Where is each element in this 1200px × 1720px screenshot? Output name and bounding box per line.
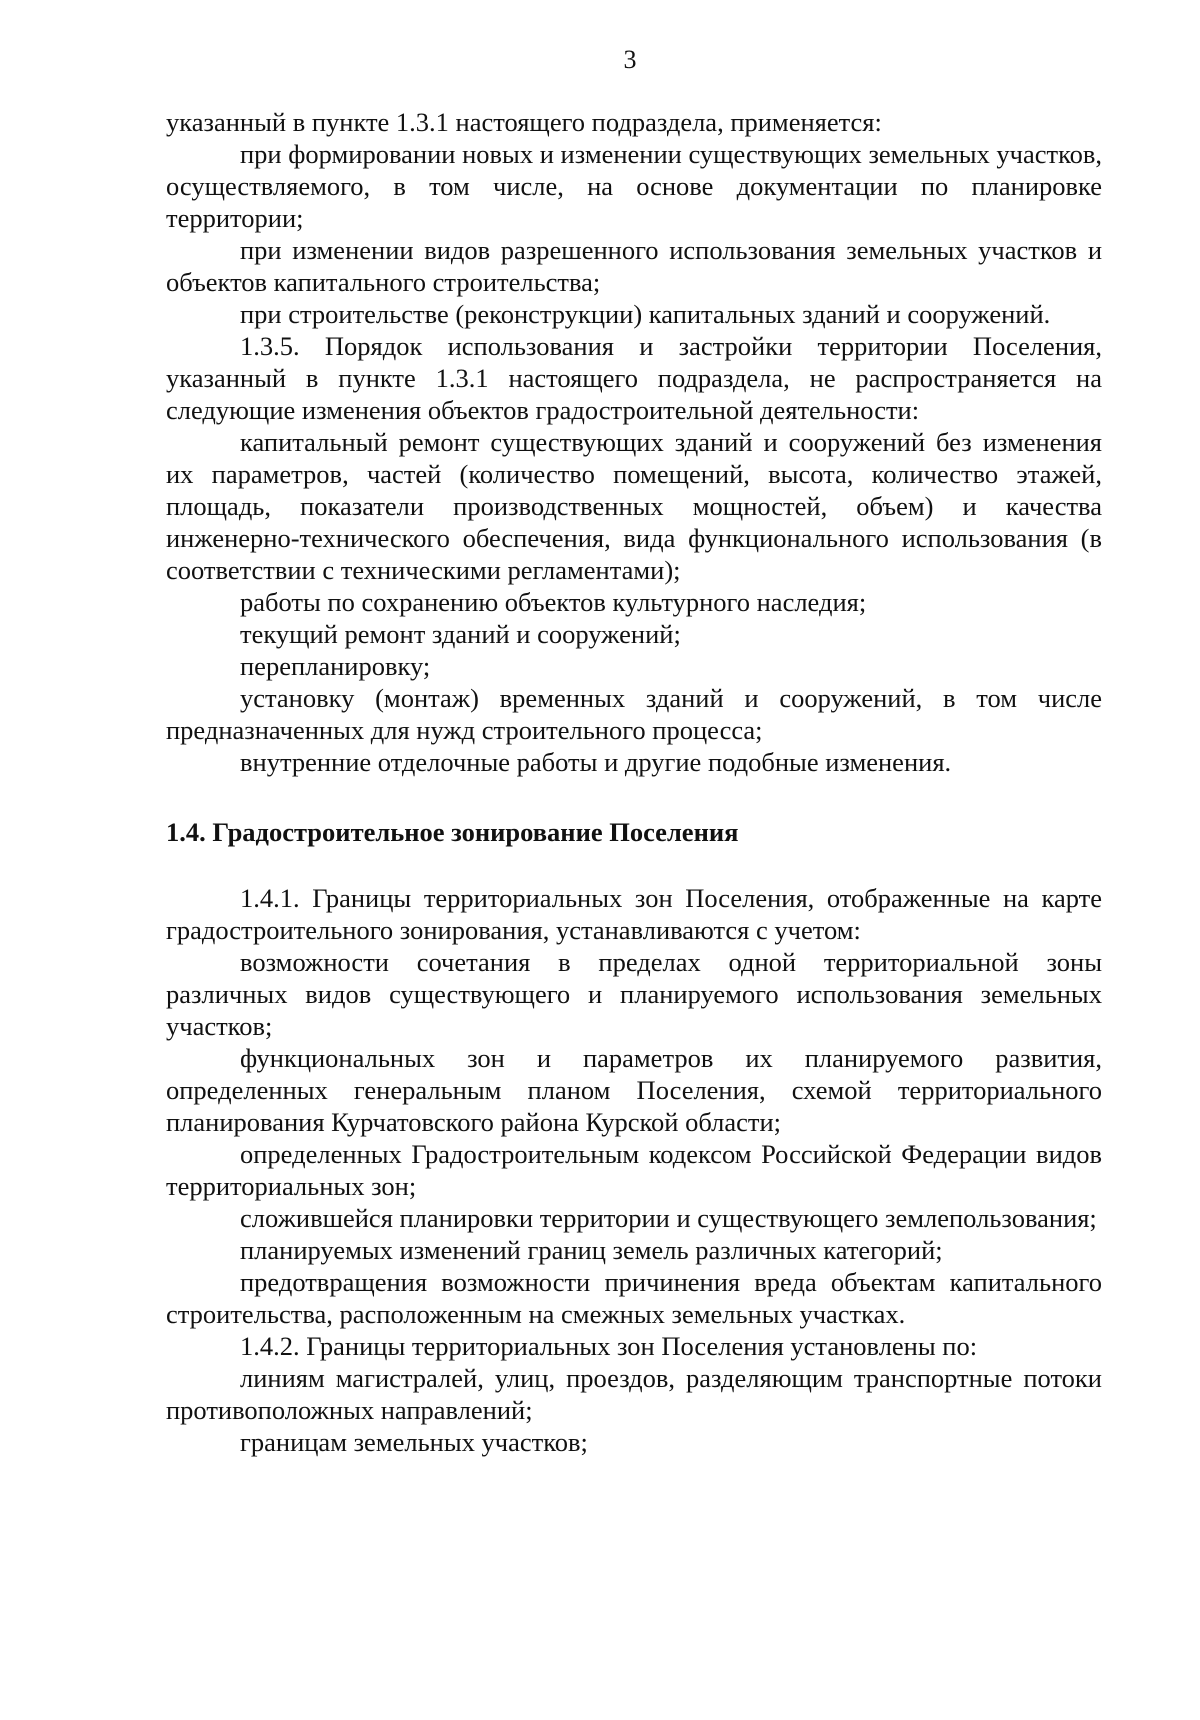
paragraph: при формировании новых и изменении существующих земельных участков, осуществляемого, в том числе, на основе документации по планировке территории;: [166, 139, 1102, 233]
paragraph: текущий ремонт зданий и сооружений;: [240, 619, 681, 649]
paragraph: предотвращения возможности причинения вреда объектам капитального строительства, расположенным на смежных земельных участках.: [166, 1267, 1102, 1329]
paragraph: сложившейся планировки территории и существующего землепользования;: [240, 1203, 1097, 1233]
section-1-3-text: [166, 106, 1102, 778]
paragraph: 1.3.5. Порядок использования и застройки территории Поселения, указанный в пункте 1.3.1 настоящего подраздела, не распространяется на следующие изменения объектов градостроительной деятельности:: [166, 331, 1102, 425]
paragraph: планируемых изменений границ земель различных категорий;: [240, 1235, 943, 1265]
paragraph: капитальный ремонт существующих зданий и сооружений без изменения их параметров, частей (количество помещений, высота, количество этажей, площадь, показатели производственных мощностей, объем) и качества инженерно-технического обеспечения, вида функционального использования (в соответствии с техническими регламентами);: [166, 427, 1102, 585]
paragraph: определенных Градостроительным кодексом Российской Федерации видов территориальных зон;: [166, 1139, 1102, 1201]
paragraph: перепланировку;: [240, 651, 431, 681]
paragraph: 1.4.2. Границы территориальных зон Поселения установлены по:: [240, 1331, 978, 1361]
section-1-4-text: [166, 882, 1102, 1458]
paragraph: 1.4.1. Границы территориальных зон Поселения, отображенные на карте градостроительного зонирования, устанавливаются с учетом:: [166, 883, 1102, 945]
paragraph: указанный в пункте 1.3.1 настоящего подраздела, применяется:: [166, 107, 882, 137]
paragraph: при изменении видов разрешенного использования земельных участков и объектов капитального строительства;: [166, 235, 1102, 297]
section-heading: 1.4. Градостроительное зонирование Поселения: [166, 817, 739, 847]
paragraph: функциональных зон и параметров их планируемого развития, определенных генеральным планом Поселения, схемой территориального планирования Курчатовского района Курской области;: [166, 1043, 1102, 1137]
paragraph: внутренние отделочные работы и другие подобные изменения.: [240, 747, 952, 777]
page-number: 3: [623, 45, 637, 74]
document-body: [166, 106, 1102, 1458]
paragraph: установку (монтаж) временных зданий и сооружений, в том числе предназначенных для нужд строительного процесса;: [166, 683, 1102, 745]
paragraph: линиям магистралей, улиц, проездов, разделяющим транспортные потоки противоположных направлений;: [166, 1363, 1102, 1425]
paragraph: границам земельных участков;: [240, 1427, 588, 1457]
paragraph: при строительстве (реконструкции) капитальных зданий и сооружений.: [240, 299, 1051, 329]
paragraph: работы по сохранению объектов культурного наследия;: [240, 587, 867, 617]
paragraph: возможности сочетания в пределах одной территориальной зоны различных видов существующего и планируемого использования земельных участков;: [166, 947, 1102, 1041]
